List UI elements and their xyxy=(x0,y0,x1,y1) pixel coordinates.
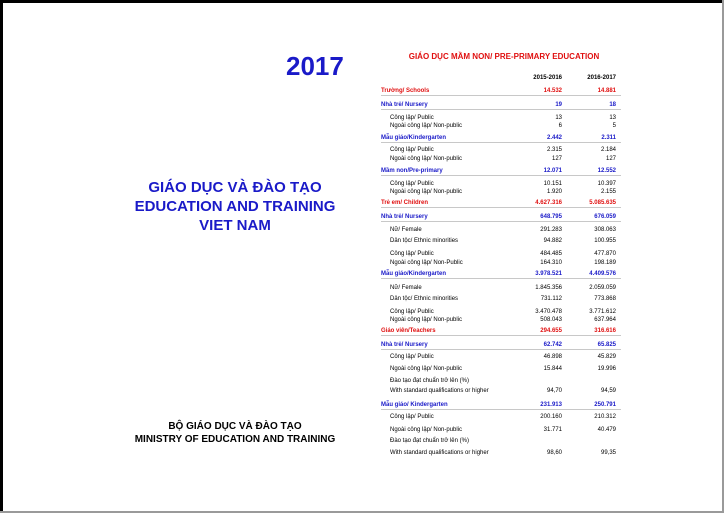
ministry-line: BỘ GIÁO DỤC VÀ ĐÀO TẠO xyxy=(168,421,302,432)
value-2015-2016: 291.283 xyxy=(540,227,562,233)
value-2016-2017: 13 xyxy=(609,115,616,121)
value-2016-2017: 2.155 xyxy=(600,189,616,195)
value-2015-2016: 4.627.316 xyxy=(535,200,562,206)
value-2015-2016: 19 xyxy=(555,102,562,108)
row-label: Nhà trẻ/ Nursery xyxy=(381,102,428,108)
cover-title xyxy=(100,178,370,235)
value-2015-2016: 294.655 xyxy=(540,328,562,334)
value-2015-2016: 2.442 xyxy=(546,135,562,141)
cover-title-line: VIET NAM xyxy=(199,217,271,234)
row-label: Ngoài công lập/ Non-public xyxy=(390,189,463,195)
value-2015-2016: 94,70 xyxy=(546,388,562,394)
value-2015-2016: 98,60 xyxy=(546,450,562,456)
ministry-line: MINISTRY OF EDUCATION AND TRAINING xyxy=(134,434,336,445)
row-label: Công lập/ Public xyxy=(390,414,434,420)
row-label: Mẫu giáo/Kindergarten xyxy=(381,271,447,277)
row-label: With standard qualifications or higher xyxy=(390,388,489,394)
row-label: Công lập/ Public xyxy=(390,309,434,315)
row-label: Công lập/ Public xyxy=(390,115,434,121)
value-2016-2017: 12.552 xyxy=(597,168,616,174)
row-label: Giáo viên/Teachers xyxy=(381,328,436,334)
page-edge-left xyxy=(0,0,3,513)
value-2016-2017: 4.409.576 xyxy=(589,271,616,277)
value-2015-2016: 731.112 xyxy=(540,296,562,302)
page-edge-top xyxy=(0,0,724,3)
value-2015-2016: 200.160 xyxy=(540,414,562,420)
column-header-2016-2017: 2016-2017 xyxy=(587,75,616,81)
value-2015-2016: 1.845.356 xyxy=(535,285,562,291)
value-2016-2017: 676.059 xyxy=(594,214,616,220)
value-2015-2016: 127 xyxy=(551,156,562,162)
value-2016-2017: 2.059.059 xyxy=(589,285,616,291)
value-2015-2016: 648.795 xyxy=(540,214,562,220)
row-label: Công lập/ Public xyxy=(390,354,434,360)
value-2016-2017: 2.184 xyxy=(600,147,616,153)
value-2015-2016: 62.742 xyxy=(543,342,562,348)
section-title: GIÁO DỤC MẦM NON/ PRE-PRIMARY EDUCATION xyxy=(408,52,600,61)
column-header-2015-2016: 2015-2016 xyxy=(533,75,562,81)
row-label: Trẻ em/ Children xyxy=(381,200,429,206)
row-label: Trường/ Schools xyxy=(381,88,430,94)
value-2016-2017: 210.312 xyxy=(594,414,616,420)
value-2015-2016: 6 xyxy=(558,123,562,129)
row-label: Công lập/ Public xyxy=(390,147,434,153)
value-2016-2017: 99,35 xyxy=(600,450,616,456)
row-label: With standard qualifications or higher xyxy=(390,450,489,456)
value-2016-2017: 637.964 xyxy=(594,317,616,323)
value-2016-2017: 3.771.612 xyxy=(589,309,616,315)
row-label: Mẫu giáo/Kindergarten xyxy=(381,135,447,141)
value-2016-2017: 250.791 xyxy=(594,402,616,408)
cover-title-line: EDUCATION AND TRAINING xyxy=(134,198,336,215)
cover-title-line: GIÁO DỤC VÀ ĐÀO TẠO xyxy=(148,179,322,196)
row-label: Công lập/ Public xyxy=(390,181,434,187)
value-2015-2016: 164.310 xyxy=(540,260,562,266)
value-2016-2017: 40.479 xyxy=(597,427,616,433)
value-2016-2017: 65.825 xyxy=(597,342,616,348)
report-year: 2017 xyxy=(286,51,344,81)
row-label: Đào tạo đạt chuẩn trở lên (%) xyxy=(390,438,469,444)
row-label: Công lập/ Public xyxy=(390,251,434,257)
row-label: Ngoài công lập/ Non-public xyxy=(390,156,463,162)
row-label: Đào tạo đạt chuẩn trở lên (%) xyxy=(390,378,469,384)
row-label: Ngoài công lập/ Non-public xyxy=(390,366,463,372)
value-2015-2016: 2.315 xyxy=(546,147,562,153)
value-2016-2017: 198.189 xyxy=(594,260,616,266)
row-label: Nữ/ Female xyxy=(390,285,422,291)
value-2015-2016: 15.844 xyxy=(543,366,562,372)
row-label: Dân tộc/ Ethnic minorities xyxy=(390,296,459,302)
value-2015-2016: 94.882 xyxy=(543,238,562,244)
value-2016-2017: 308.063 xyxy=(594,227,616,233)
value-2016-2017: 127 xyxy=(605,156,616,162)
row-label: Nữ/ Female xyxy=(390,227,422,233)
row-label: Ngoài công lập/ Non-Public xyxy=(390,260,463,266)
value-2016-2017: 5.085.635 xyxy=(589,200,616,206)
row-label: Nhà trẻ/ Nursery xyxy=(381,342,428,348)
row-label: Mầm non/Pre-primary xyxy=(381,168,443,174)
value-2015-2016: 508.043 xyxy=(540,317,562,323)
value-2015-2016: 46.898 xyxy=(543,354,562,360)
value-2016-2017: 10.397 xyxy=(597,181,616,187)
value-2015-2016: 14.532 xyxy=(543,88,562,94)
value-2016-2017: 773.868 xyxy=(594,296,616,302)
ministry-name xyxy=(100,420,370,446)
row-label: Nhà trẻ/ Nursery xyxy=(381,214,428,220)
value-2015-2016: 1.920 xyxy=(546,189,562,195)
row-label: Dân tộc/ Ethnic minorities xyxy=(390,238,459,244)
value-2015-2016: 12.071 xyxy=(543,168,562,174)
value-2016-2017: 5 xyxy=(612,123,616,129)
value-2015-2016: 3.978.521 xyxy=(535,271,562,277)
value-2016-2017: 19.996 xyxy=(597,366,616,372)
value-2015-2016: 31.771 xyxy=(543,427,562,433)
value-2016-2017: 14.881 xyxy=(597,88,616,94)
row-label: Ngoài công lập/ Non-public xyxy=(390,427,463,433)
value-2016-2017: 94,59 xyxy=(600,388,616,394)
value-2016-2017: 100.955 xyxy=(594,238,616,244)
value-2015-2016: 231.913 xyxy=(540,402,562,408)
row-label: Ngoài công lập/ Non-public xyxy=(390,123,463,129)
row-label: Ngoài công lập/ Non-public xyxy=(390,317,463,323)
value-2016-2017: 316.616 xyxy=(594,328,616,334)
row-label: Mẫu giáo/ Kindergarten xyxy=(381,402,448,408)
value-2015-2016: 484.485 xyxy=(540,251,562,257)
value-2016-2017: 477.870 xyxy=(594,251,616,257)
value-2016-2017: 2.311 xyxy=(601,135,616,141)
value-2016-2017: 18 xyxy=(609,102,616,108)
value-2015-2016: 3.470.478 xyxy=(535,309,562,315)
value-2015-2016: 10.151 xyxy=(543,181,562,187)
value-2015-2016: 13 xyxy=(555,115,562,121)
value-2016-2017: 45.829 xyxy=(597,354,616,360)
